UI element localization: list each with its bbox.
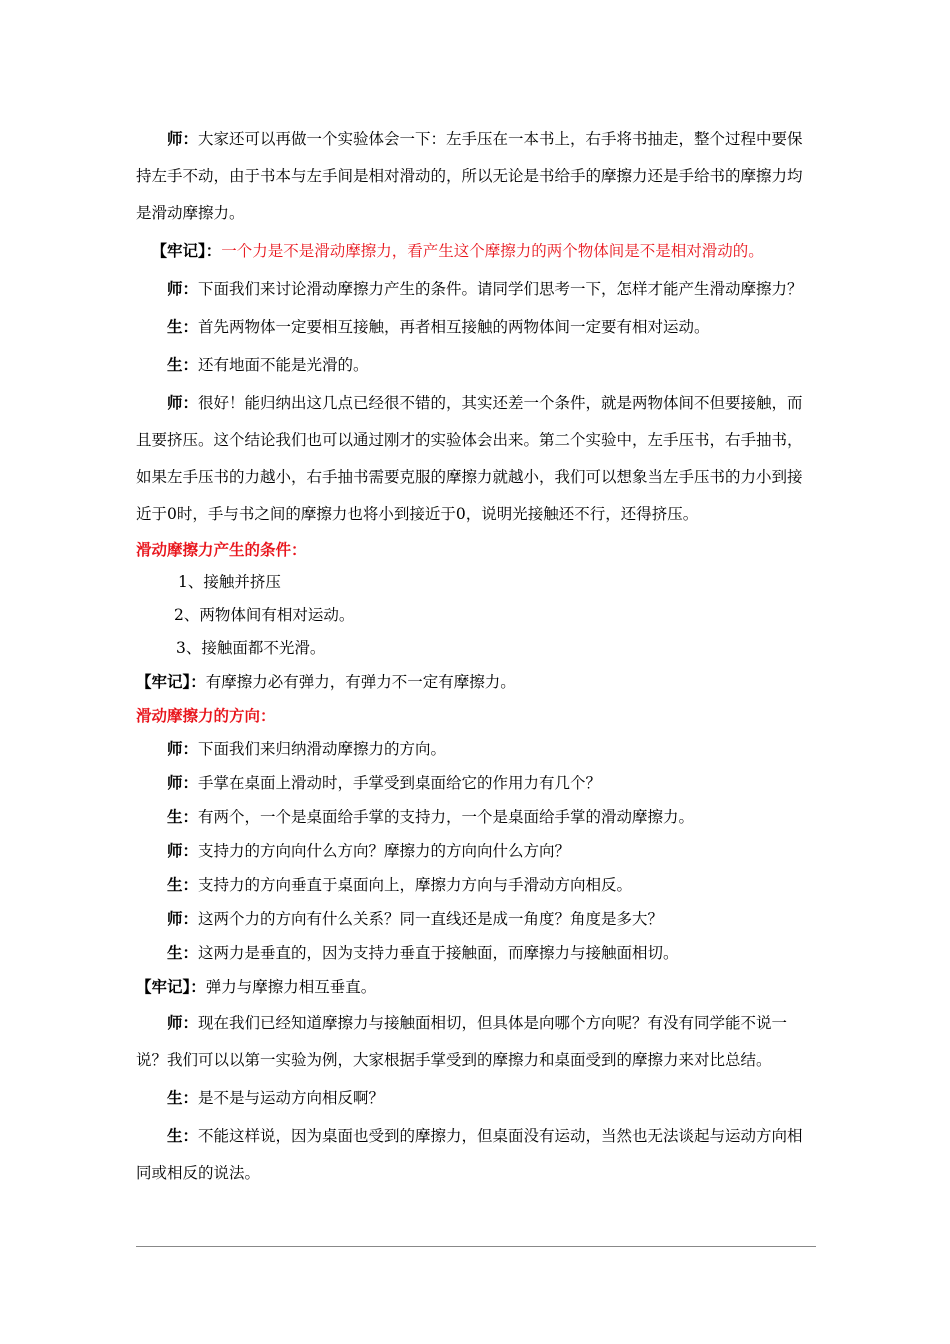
condition-item-3: 3、接触面都不光滑。: [176, 639, 326, 657]
dialogue-line: [136, 800, 816, 834]
condition-item-1: 1、接触并挤压: [178, 573, 281, 591]
dialogue-text: 有两个，一个是桌面给手掌的支持力，一个是桌面给手掌的滑动摩擦力。: [198, 808, 695, 826]
speaker-label: 师：: [167, 1013, 199, 1032]
dialogue-text: 支持力的方向垂直于桌面向上，摩擦力方向与手滑动方向相反。: [198, 876, 633, 894]
dialogue-line: [136, 732, 816, 766]
speaker-label: 生：: [167, 1088, 199, 1107]
note-label: 【牢记】：: [136, 977, 206, 996]
paragraph-text: 现在我们已经知道摩擦力与接触面相切，但具体是向哪个方向呢？有没有同学能不说一说？我们可以以第一实验为例，大家根据手掌受到的摩擦力和桌面受到的摩擦力来对比总结。: [136, 1014, 788, 1069]
paragraph-teacher-summary: [136, 384, 816, 533]
heading-conditions: 滑动摩擦力产生的条件：: [136, 540, 307, 559]
paragraph-teacher-conditions: [136, 270, 816, 308]
speaker-label: 生：: [167, 317, 199, 336]
paragraph-text: 首先两物体一定要相互接触，再者相互接触的两物体间一定要有相对运动。: [198, 318, 710, 336]
paragraph-note-3: [136, 970, 816, 1004]
speaker-label: 师：: [167, 909, 199, 928]
speaker-label: 师：: [167, 739, 199, 758]
speaker-label: 师：: [167, 773, 199, 792]
paragraph-teacher-experiment: [136, 120, 816, 232]
paragraph-text: 不能这样说，因为桌面也受到的摩擦力，但桌面没有运动，当然也无法谈起与运动方向相同或相反的说法。: [136, 1127, 803, 1182]
dialogue-text: 下面我们来归纳滑动摩擦力的方向。: [198, 740, 447, 758]
document-body: [136, 120, 816, 1192]
dialogue-line: [136, 902, 816, 936]
paragraph-text: 很好！能归纳出这几点已经很不错的，其实还差一个条件，就是两物体间不但要接触，而且要挤压。这个结论我们也可以通过刚才的实验体会出来。第二个实验中，左手压书，右手抽书，如果左手压书的力越小，右手抽书需要克服的摩擦力就越小，我们可以想象当左手压书的力小到接近于0时，手与书之间的摩擦力也将小到接近于0，说明光接触还不行，还得挤压。: [136, 394, 803, 523]
paragraph-note-2: [136, 665, 816, 699]
speaker-label: 生：: [167, 943, 199, 962]
speaker-label: 师：: [167, 841, 199, 860]
paragraph-student-final-2: [136, 1117, 816, 1192]
note-text-red: 一个力是不是滑动摩擦力，看产生这个摩擦力的两个物体间是不是相对滑动的。: [221, 242, 764, 260]
note-text: 有摩擦力必有弹力，有弹力不一定有摩擦力。: [205, 673, 516, 691]
paragraph-student-final-1: [136, 1079, 816, 1117]
paragraph-text: 还有地面不能是光滑的。: [198, 356, 369, 374]
dialogue-text: 这两个力的方向有什么关系？同一直线还是成一角度？角度是多大？: [198, 910, 664, 928]
heading-direction: 滑动摩擦力的方向：: [136, 706, 276, 725]
speaker-label: 生：: [167, 875, 199, 894]
condition-item-2: 2、两物体间有相对运动。: [174, 606, 355, 624]
dialogue-text: 支持力的方向向什么方向？摩擦力的方向向什么方向？: [198, 842, 571, 860]
paragraph-text: 大家还可以再做一个实验体会一下：左手压在一本书上，右手将书抽走，整个过程中要保持左手不动，由于书本与左手间是相对滑动的，所以无论是书给手的摩擦力还是手给书的摩擦力均是滑动摩擦力。: [136, 130, 803, 222]
paragraph-student-1: [136, 308, 816, 346]
dialogue-text: 这两力是垂直的，因为支持力垂直于接触面，而摩擦力与接触面相切。: [198, 944, 679, 962]
speaker-label: 生：: [167, 1126, 199, 1145]
dialogue-line: [136, 766, 816, 800]
dialogue-line: [136, 868, 816, 902]
paragraph-note-1: [136, 232, 816, 270]
dialogue-text: 手掌在桌面上滑动时，手掌受到桌面给它的作用力有几个？: [198, 774, 602, 792]
paragraph-text: 是不是与运动方向相反啊？: [198, 1089, 385, 1107]
paragraph-text: 下面我们来讨论滑动摩擦力产生的条件。请同学们思考一下，怎样才能产生滑动摩擦力？: [198, 280, 803, 298]
speaker-label: 师：: [167, 279, 199, 298]
speaker-label: 生：: [167, 807, 199, 826]
dialogue-line: [136, 834, 816, 868]
paragraph-teacher-final: [136, 1004, 816, 1079]
speaker-label: 师：: [167, 129, 199, 148]
note-label: 【牢记】：: [151, 241, 222, 260]
footer-divider: [136, 1246, 816, 1247]
note-text: 弹力与摩擦力相互垂直。: [205, 978, 377, 996]
paragraph-student-2: [136, 346, 816, 384]
note-label: 【牢记】：: [136, 672, 206, 691]
speaker-label: 生：: [167, 355, 199, 374]
dialogue-line: [136, 936, 816, 970]
speaker-label: 师：: [167, 393, 199, 412]
